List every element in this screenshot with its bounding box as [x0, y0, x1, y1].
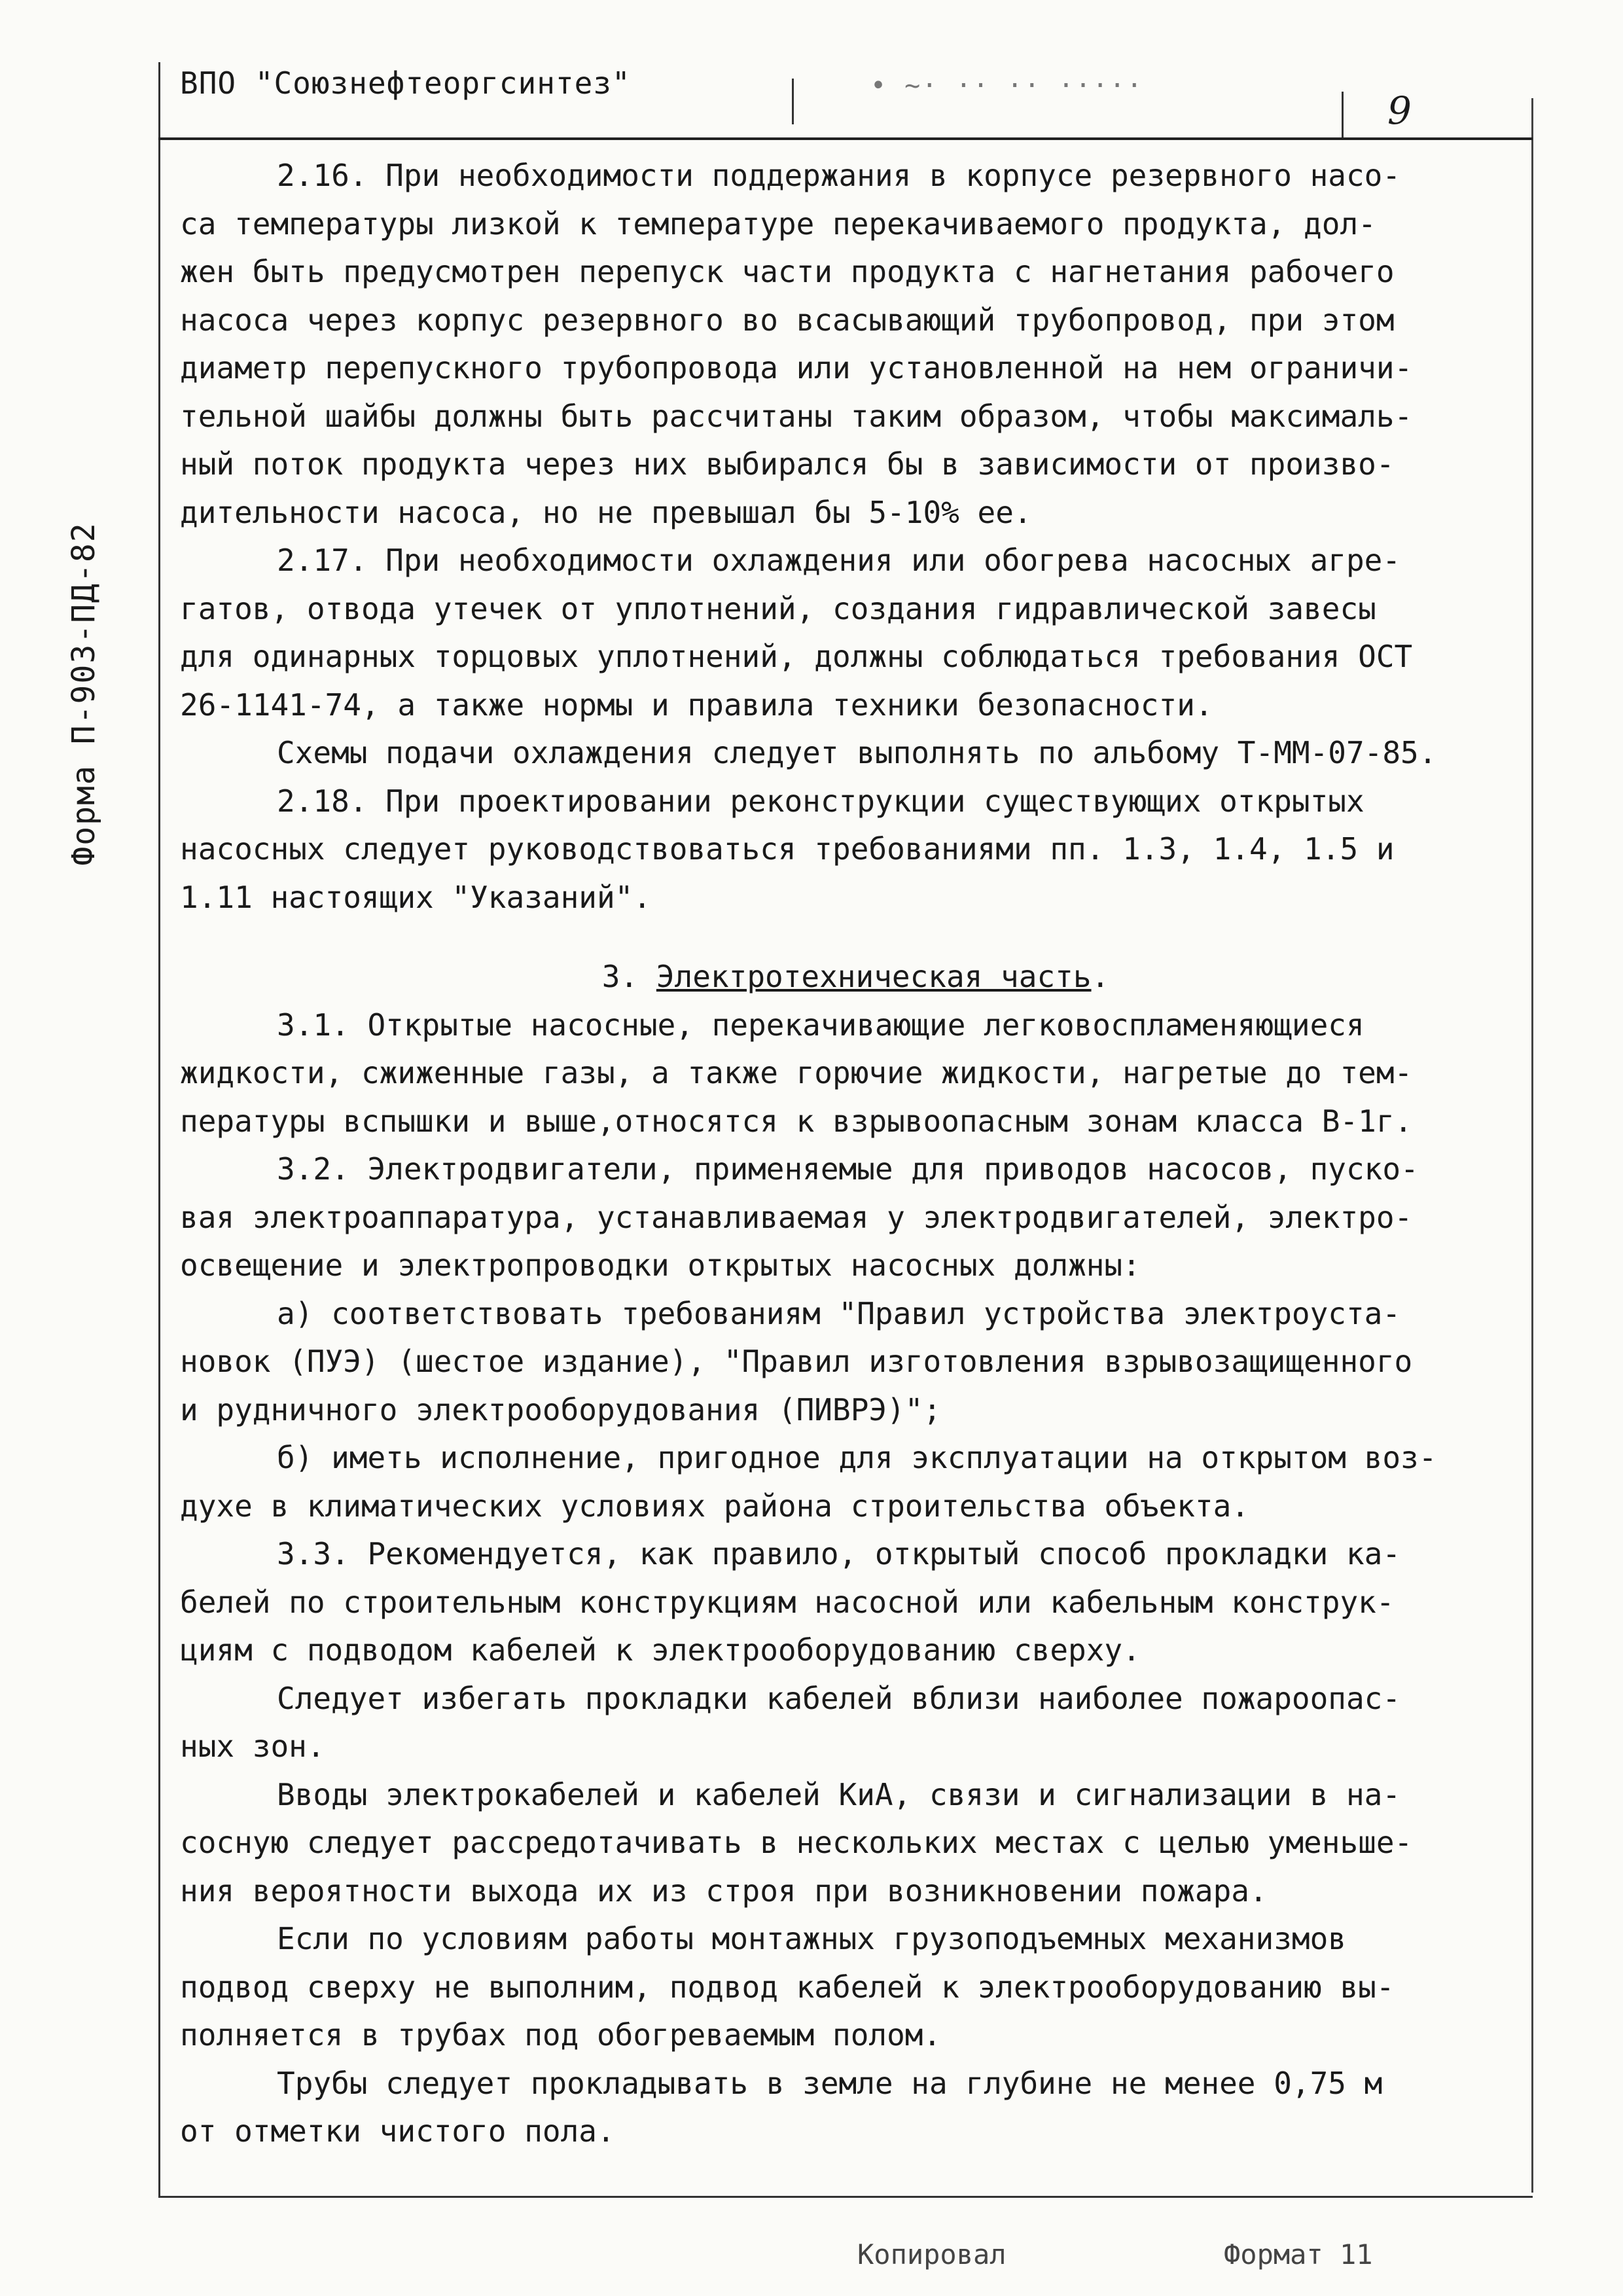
text-line: полняется в трубах под обогреваемым полом. [180, 2017, 942, 2053]
section-title: Электротехническая часть [656, 959, 1092, 994]
text-line: Вводы электрокабелей и кабелей КиА, связи и сигнализации в на- [277, 1776, 1401, 1812]
text-line: Следует избегать прокладки кабелей вблизи наиболее пожароопас- [277, 1680, 1401, 1716]
header-separator [1342, 92, 1344, 137]
paragraph-2-17 [180, 537, 1531, 729]
paragraph-2-17-schemes [180, 729, 1531, 778]
section-number: 3. [601, 959, 639, 994]
text-line: 1.11 настоящих "Указаний". [180, 879, 652, 915]
text-line: ный поток продукта через них выбирался бы в зависимости от произво- [180, 446, 1395, 482]
text-line: дительности насоса, но не превышал бы 5-10% ее. [180, 494, 1032, 530]
text-line: жидкости, сжиженные газы, а также горючие жидкости, нагретые до тем- [180, 1055, 1413, 1090]
paragraph-3-1 [180, 1001, 1531, 1146]
paragraph-3-2 [180, 1145, 1531, 1290]
text-line: насосных следует руководствоваться требованиями пп. 1.3, 1.4, 1.5 и [180, 831, 1395, 867]
text-line: 2.16. При необходимости поддержания в корпусе резервного насо- [277, 158, 1401, 193]
text-line: а) соответствовать требованиям "Правил устройства электроуста- [277, 1295, 1401, 1331]
text-line: гатов, отвода утечек от уплотнений, создания гидравлической завесы [180, 590, 1376, 626]
text-line: от отметки чистого пола. [180, 2113, 615, 2149]
organization-name: ВПО "Союзнефтеоргсинтез" [180, 65, 631, 101]
paragraph-3-3-pipes [180, 2060, 1531, 2156]
text-line: Трубы следует прокладывать в земле на глубине не менее 0,75 м [277, 2065, 1383, 2101]
text-line: освещение и электропроводки открытых насосных должны: [180, 1247, 1141, 1283]
text-line: Если по условиям работы монтажных грузоподъемных механизмов [277, 1921, 1346, 1956]
text-line: подвод сверху не выполним, подвод кабелей к электрооборудованию вы- [180, 1969, 1395, 2005]
text-line: Схемы подачи охлаждения следует выполнять по альбому Т-ММ-07-85. [277, 735, 1437, 770]
text-line: новок (ПУЭ) (шестое издание), "Правил изготовления взрывозащищенного [180, 1344, 1413, 1379]
text-line: диаметр перепускного трубопровода или установленной на нем ограничи- [180, 350, 1413, 386]
text-line: духе в климатических условиях района строительства объекта. [180, 1488, 1249, 1524]
text-line: б) иметь исполнение, пригодное для эксплуатации на открытом воз- [277, 1440, 1437, 1475]
frame-right [1531, 98, 1533, 2193]
text-line: вая электроаппаратура, устанавливаемая у электродвигателей, электро- [180, 1199, 1413, 1235]
faded-header-text: • ~· ·· ·· ····· [870, 71, 1144, 101]
text-line: сосную следует рассредотачивать в нескольких местах с целью уменьше- [180, 1825, 1413, 1860]
side-form-stamp: Форма П-903-ПД-82 [65, 522, 102, 866]
paragraph-3-2-b [180, 1434, 1531, 1530]
paragraph-2-18 [180, 778, 1531, 922]
text-line: тельной шайбы должны быть рассчитаны таким образом, чтобы максималь- [180, 398, 1413, 434]
paragraph-3-3-conditions [180, 1915, 1531, 2060]
footer-format-label: Формат 11 [1224, 2238, 1373, 2270]
text-line: пературы вспышки и выше,относятся к взрывоопасным зонам класса В-1г. [180, 1103, 1413, 1139]
header-line [158, 137, 1533, 140]
text-line: са температуры лизкой к температуре перекачиваемого продукта, дол- [180, 206, 1376, 242]
text-line: ния вероятности выхода их из строя при возникновении пожара. [180, 1873, 1268, 1909]
text-line: 2.18. При проектировании реконструкции существующих открытых [277, 783, 1364, 819]
text-line: ных зон. [180, 1729, 325, 1764]
text-line: циям с подводом кабелей к электрооборудованию сверху. [180, 1632, 1141, 1668]
paragraph-2-16 [180, 152, 1531, 537]
text-line: 26-1141-74, а также нормы и правила техники безопасности. [180, 687, 1213, 723]
section-heading-end: . [1091, 959, 1110, 994]
footer-copied-label: Копировал [857, 2238, 1007, 2270]
text-line: 3.3. Рекомендуется, как правило, открытый способ прокладки ка- [277, 1536, 1401, 1571]
paragraph-3-3-inputs [180, 1771, 1531, 1916]
text-line: насоса через корпус резервного во всасывающий трубопровод, при этом [180, 302, 1395, 338]
section-heading [180, 953, 1531, 1001]
header-separator [792, 79, 794, 124]
document-body [180, 152, 1531, 2156]
text-line: 3.2. Электродвигатели, применяемые для приводов насосов, пуско- [277, 1151, 1419, 1187]
paragraph-3-3-avoid [180, 1675, 1531, 1771]
paragraph-3-2-a [180, 1290, 1531, 1435]
text-line: белей по строительным конструкциям насосной или кабельным конструк- [180, 1584, 1395, 1620]
text-line: жен быть предусмотрен перепуск части продукта с нагнетания рабочего [180, 254, 1395, 289]
page-number: 9 [1387, 88, 1412, 133]
text-line: 2.17. При необходимости охлаждения или обогрева насосных агре- [277, 543, 1401, 578]
text-line: для одинарных торцовых уплотнений, должны соблюдаться требования ОСТ [180, 639, 1413, 674]
frame-bottom [158, 2196, 1533, 2198]
frame-left [158, 62, 160, 2196]
text-line: и рудничного электрооборудования (ПИВРЭ)"; [180, 1391, 942, 1427]
paragraph-3-3 [180, 1530, 1531, 1675]
text-line: 3.1. Открытые насосные, перекачивающие легковоспламеняющиеся [277, 1007, 1364, 1043]
